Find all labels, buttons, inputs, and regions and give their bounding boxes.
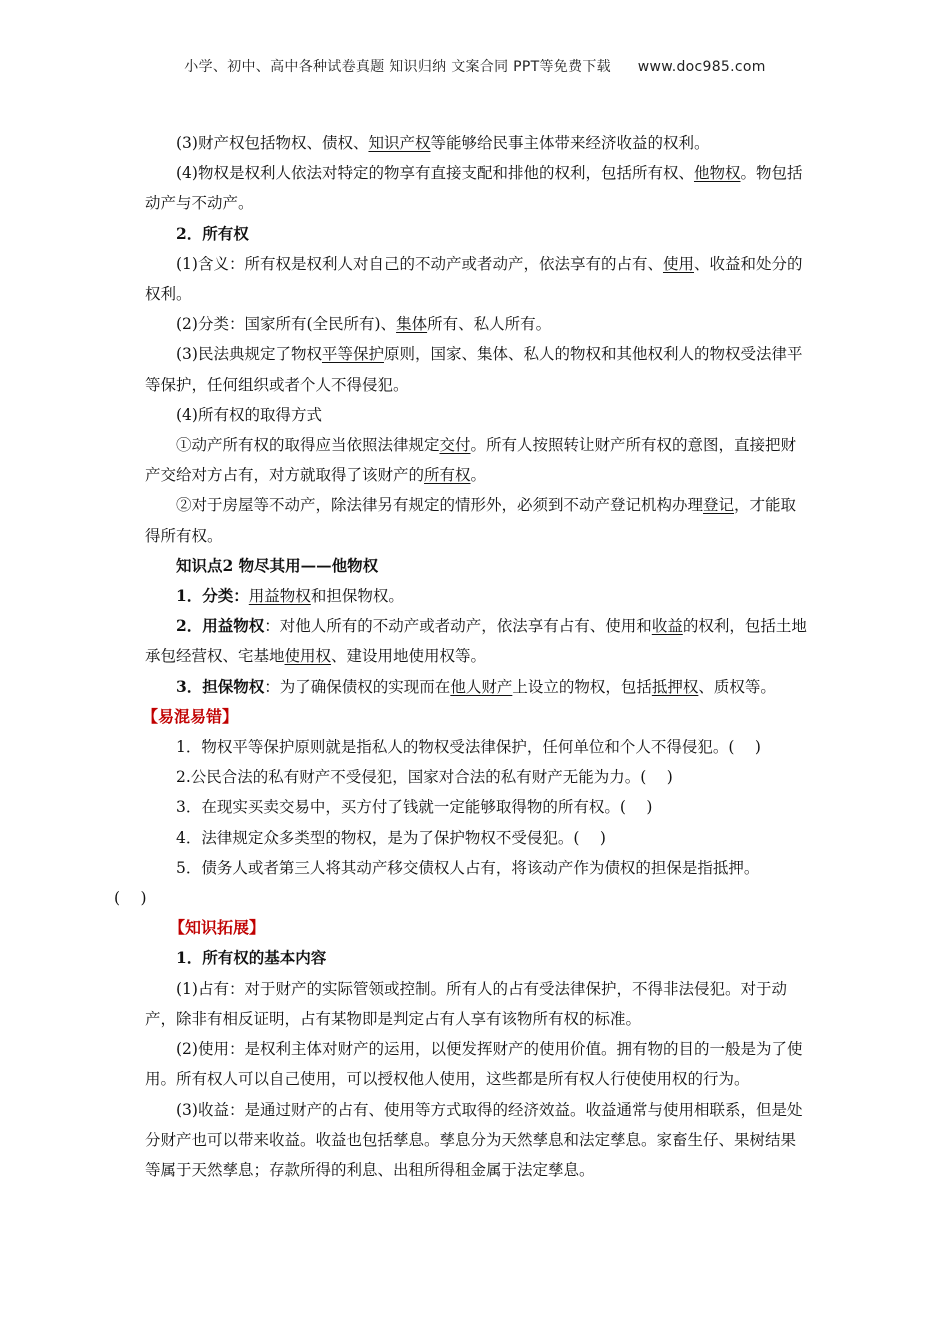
point2-title: 知识点2 物尽其用——他物权 <box>176 555 379 575</box>
document-body <box>114 128 810 1185</box>
extension-use: (2)使用：是权利主体对财产的运用，以便发挥财产的使用价值。拥有物的目的一般是为了使用。所有权人可以自己使用，可以授权他人使用，这些都是所有权人行使使用权的行为。 <box>145 1040 803 1089</box>
extension-income: (3)收益：是通过财产的占有、使用等方式取得的经济效益。收益通常与使用相联系，但是处分财产也可以带来收益。收益也包括孳息。孳息分为天然孳息和法定孳息。家畜生仔、果树结果等属于天然孳息；存款所得的利息、出租所得租金属于法定孳息。 <box>145 1100 803 1179</box>
confusion-item-4: 4．法律规定众多类型的物权，是为了保护物权不受侵犯。( ) <box>176 828 606 847</box>
extension-subtitle: 1．所有权的基本内容 <box>176 948 327 968</box>
underlined-term: 交付 <box>439 436 471 455</box>
underlined-term: 登记 <box>703 496 735 515</box>
property-p4: (4)物权是权利人依法对特定的物享有直接支配和排他的权利，包括所有权、他物权。物包括动产与不动产。 <box>145 164 803 213</box>
ownership-title: 2．所有权 <box>176 223 249 243</box>
underlined-term: 使用 <box>662 254 694 273</box>
underlined-term: 平等保护 <box>321 345 384 364</box>
underlined-term: 他人财产 <box>450 677 513 696</box>
ownership-immovable: ②对于房屋等不动产，除法律另有规定的情形外，必须到不动产登记机构办理登记，才能取得所有权。 <box>145 496 797 545</box>
header-site-link[interactable]: www.doc985.com <box>637 59 766 75</box>
confusion-item-1: 1．物权平等保护原则就是指私人的物权受法律保护，任何单位和个人不得侵犯。( ) <box>176 738 761 757</box>
point2-classify: 1．分类：用益物权和担保物权。 <box>176 586 404 606</box>
header-text: 小学、初中、高中各种试卷真题 知识归纳 文案合同 PPT等免费下载 <box>184 59 611 75</box>
ownership-meaning: (1)含义：所有权是权利人对自己的不动产或者动产，依法享有的占有、使用、收益和处分的权利。 <box>145 254 803 304</box>
underlined-term: 知识产权 <box>368 134 431 152</box>
ownership-category: (2)分类：国家所有(全民所有)、集体所有、私人所有。 <box>176 315 552 334</box>
point2-usufruct: 2．用益物权：对他人所有的不动产或者动产，依法享有占有、使用和收益的权利，包括土地承包经营权、宅基地使用权、建设用地使用权等。 <box>145 616 807 666</box>
underlined-term: 收益 <box>651 617 683 636</box>
underlined-term: 抵押权 <box>651 677 699 696</box>
underlined-term: 他物权 <box>693 164 741 183</box>
extension-heading: 【知识拓展】 <box>169 918 266 938</box>
point2-security: 3．担保物权：为了确保债权的实现而在他人财产上设立的物权，包括抵押权、质权等。 <box>176 676 776 696</box>
underlined-term: 所有权 <box>424 466 471 485</box>
confusion-item-3: 3．在现实买卖交易中，买方付了钱就一定能够取得物的所有权。( ) <box>176 798 653 817</box>
ownership-civil-code: (3)民法典规定了物权平等保护原则，国家、集体、私人的物权和其他权利人的物权受法律平等保护，任何组织或者个人不得侵犯。 <box>145 345 803 394</box>
underlined-term: 集体 <box>396 315 428 334</box>
answer-blank: ( ) <box>114 889 147 908</box>
confusion-heading: 【易混易错】 <box>142 706 239 726</box>
extension-possession: (1)占有：对于财产的实际管领或控制。所有人的占有受法律保护，不得非法侵犯。对于动产，除非有相反证明，占有某物即是判定占有人享有该物所有权的标准。 <box>145 979 787 1028</box>
ownership-acquire-title: (4)所有权的取得方式 <box>176 405 322 424</box>
confusion-item-5: 5．债务人或者第三人将其动产移交债权人占有，将该动产作为债权的担保是指抵押。 ( ) <box>114 858 760 908</box>
underlined-term: 用益物权 <box>248 587 311 606</box>
ownership-movable: ①动产所有权的取得应当依照法律规定交付。所有人按照转让财产所有权的意图，直接把财产交给对方占有，对方就取得了该财产的所有权。 <box>145 436 797 485</box>
property-p3: (3)财产权包括物权、债权、知识产权等能够给民事主体带来经济收益的权利。 <box>176 134 710 152</box>
confusion-item-2: 2.公民合法的私有财产不受侵犯，国家对合法的私有财产无能为力。( ) <box>176 768 673 787</box>
underlined-term: 使用权 <box>284 647 332 666</box>
page-header <box>0 56 950 76</box>
